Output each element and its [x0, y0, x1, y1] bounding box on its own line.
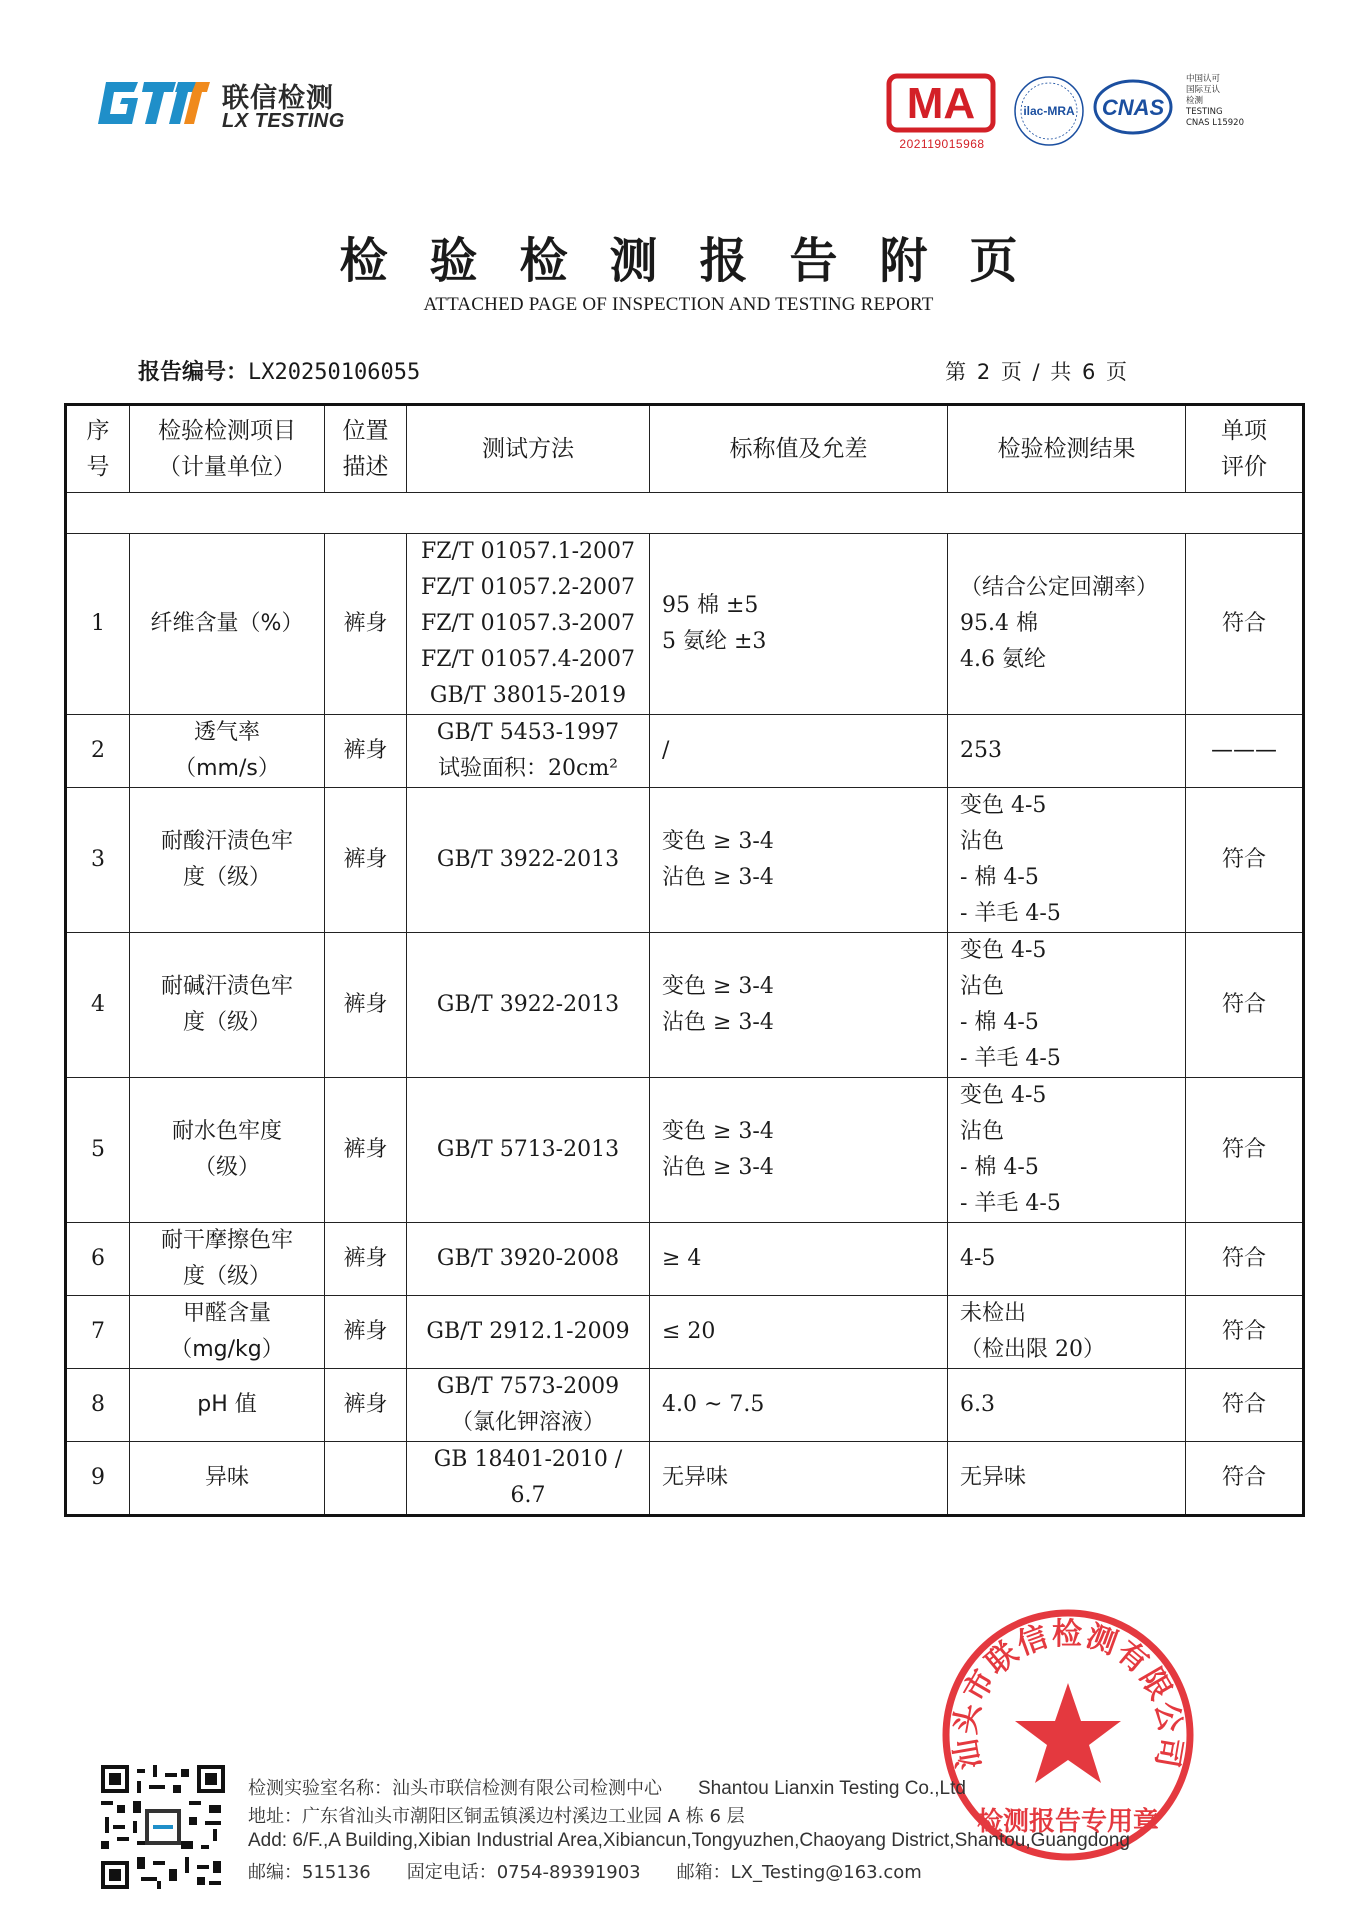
qr-code-icon [101, 1765, 225, 1889]
results-table [64, 403, 1305, 1517]
cell-no: 6 [66, 1223, 130, 1296]
header-no: 序 号 [66, 405, 130, 493]
cell-method: FZ/T 01057.1-2007 FZ/T 01057.2-2007 FZ/T 01057.3-2007 FZ/T 01057.4-2007 GB/T 38015-2019 [407, 534, 650, 715]
cell-evaluation: 符合 [1186, 933, 1304, 1078]
official-seal-icon [938, 1605, 1198, 1865]
table-row [66, 1223, 1304, 1296]
footer-email[interactable]: 邮箱：LX_Testing@163.com [676, 1862, 922, 1883]
cell-result: 253 [948, 715, 1186, 788]
footer-lab-name-cn: 汕头市联信检测有限公司检测中心 [392, 1778, 662, 1799]
cnas-accreditation-text: 中国认可 国际互认 检测 TESTING CNAS L15920 [1186, 74, 1244, 128]
table-header-row [66, 405, 1304, 493]
logo-brand-en: LX TESTING [222, 110, 345, 132]
cell-evaluation: 符合 [1186, 788, 1304, 933]
cell-nominal: ≤ 20 [650, 1296, 948, 1369]
cell-evaluation: 符合 [1186, 1369, 1304, 1442]
cell-item: 耐碱汗渍色牢 度（级） [130, 933, 325, 1078]
cell-position: 裤身 [325, 1296, 407, 1369]
cell-result: 6.3 [948, 1369, 1186, 1442]
cnas-icon [1093, 78, 1173, 136]
cell-position: 裤身 [325, 534, 407, 715]
cell-no: 3 [66, 788, 130, 933]
cell-method: GB/T 7573-2009 （氯化钾溶液） [407, 1369, 650, 1442]
ilac-label: ilac-MRA [1023, 104, 1075, 118]
footer-address-en: Add: 6/F.,A Building,Xibian Industrial Area,Xibiancun,Tongyuzhen,Chaoyang District,Shantou,Guangdong [248, 1830, 1130, 1851]
cell-method: GB/T 5713-2013 [407, 1078, 650, 1223]
cell-method: GB/T 5453-1997 试验面积：20cm² [407, 715, 650, 788]
cell-nominal: 变色 ≥ 3-4 沾色 ≥ 3-4 [650, 788, 948, 933]
logo-brand-cn: 联信检测 [222, 83, 334, 114]
cell-result: 变色 4-5 沾色 - 棉 4-5 - 羊毛 4-5 [948, 1078, 1186, 1223]
cell-position: 裤身 [325, 715, 407, 788]
page-title: 检验检测报告附页 [339, 233, 1060, 289]
cell-position [325, 1442, 407, 1516]
ilac-mra-icon [1012, 74, 1086, 148]
cell-method: GB/T 3920-2008 [407, 1223, 650, 1296]
cell-item: 耐酸汗渍色牢 度（级） [130, 788, 325, 933]
cell-position: 裤身 [325, 788, 407, 933]
ma-certification-icon [886, 73, 996, 133]
table-row [66, 534, 1304, 715]
cell-result: 无异味 [948, 1442, 1186, 1516]
table-row [66, 788, 1304, 933]
cell-method: GB/T 3922-2013 [407, 788, 650, 933]
report-number-label: 报告编号： [138, 360, 249, 385]
cell-item: 透气率 （mm/s） [130, 715, 325, 788]
footer-address-label: 地址： [248, 1806, 302, 1827]
cell-item: 纤维含量（%） [130, 534, 325, 715]
cell-evaluation: 符合 [1186, 534, 1304, 715]
header-method: 测试方法 [407, 405, 650, 493]
cell-no: 7 [66, 1296, 130, 1369]
cell-no: 5 [66, 1078, 130, 1223]
footer-lab-name [248, 1774, 1002, 1800]
cell-result: 4-5 [948, 1223, 1186, 1296]
cell-no: 4 [66, 933, 130, 1078]
cell-result: 变色 4-5 沾色 - 棉 4-5 - 羊毛 4-5 [948, 788, 1186, 933]
cell-result: 未检出 （检出限 20） [948, 1296, 1186, 1369]
ma-number: 202119015968 [899, 137, 985, 151]
report-number-value: LX20250106055 [248, 360, 421, 385]
cell-evaluation: 符合 [1186, 1296, 1304, 1369]
cell-position: 裤身 [325, 933, 407, 1078]
table-row [66, 1296, 1304, 1369]
cell-nominal: 变色 ≥ 3-4 沾色 ≥ 3-4 [650, 1078, 948, 1223]
cell-item: 异味 [130, 1442, 325, 1516]
footer-address-cn [248, 1802, 781, 1828]
header-position: 位置 描述 [325, 405, 407, 493]
footer-phone: 固定电话：0754-89391903 [406, 1862, 641, 1883]
cell-no: 9 [66, 1442, 130, 1516]
ma-label: MA [906, 79, 976, 128]
cell-nominal: 变色 ≥ 3-4 沾色 ≥ 3-4 [650, 933, 948, 1078]
cell-nominal: 无异味 [650, 1442, 948, 1516]
cell-method: GB/T 3922-2013 [407, 933, 650, 1078]
header-evaluation: 单项 评价 [1186, 405, 1304, 493]
cell-evaluation: 符合 [1186, 1078, 1304, 1223]
cell-nominal: ≥ 4 [650, 1223, 948, 1296]
footer-address-cn-value: 广东省汕头市潮阳区铜盂镇溪边村溪边工业园 A 栋 6 层 [302, 1806, 745, 1827]
page-indicator: 第 2 页 / 共 6 页 [945, 360, 1127, 384]
cell-no: 1 [66, 534, 130, 715]
cell-item: 耐水色牢度 （级） [130, 1078, 325, 1223]
seal-purpose-text: 检测报告专用章 [976, 1807, 1160, 1837]
cell-no: 2 [66, 715, 130, 788]
cnas-label: CNAS [1101, 95, 1165, 120]
cell-method: GB/T 2912.1-2009 [407, 1296, 650, 1369]
table-spacer-row [66, 493, 1304, 534]
header-nominal: 标称值及允差 [650, 405, 948, 493]
cell-nominal: 4.0 ~ 7.5 [650, 1369, 948, 1442]
cell-no: 8 [66, 1369, 130, 1442]
cell-position: 裤身 [325, 1223, 407, 1296]
header-result: 检验检测结果 [948, 405, 1186, 493]
cell-item: pH 值 [130, 1369, 325, 1442]
cell-result: 变色 4-5 沾色 - 棉 4-5 - 羊毛 4-5 [948, 933, 1186, 1078]
seal-org-text: 汕头市联信检测有限公司 [948, 1616, 1188, 1772]
cell-evaluation: ——— [1186, 715, 1304, 788]
table-row [66, 1078, 1304, 1223]
header-item: 检验检测项目 （计量单位） [130, 405, 325, 493]
footer-lab-name-en: Shantou Lianxin Testing Co.,Ltd [698, 1778, 966, 1799]
cell-evaluation: 符合 [1186, 1442, 1304, 1516]
report-number [138, 355, 420, 386]
cell-evaluation: 符合 [1186, 1223, 1304, 1296]
cell-method: GB 18401-2010 / 6.7 [407, 1442, 650, 1516]
cell-position: 裤身 [325, 1078, 407, 1223]
cell-position: 裤身 [325, 1369, 407, 1442]
footer-postcode: 邮编：515136 [248, 1862, 371, 1883]
footer-lab-name-label: 检测实验室名称： [248, 1778, 392, 1799]
table-row [66, 1442, 1304, 1516]
table-row [66, 1369, 1304, 1442]
cell-nominal: / [650, 715, 948, 788]
table-row [66, 933, 1304, 1078]
table-row [66, 715, 1304, 788]
cell-item: 甲醛含量 （mg/kg） [130, 1296, 325, 1369]
lx-testing-logo-icon [92, 76, 220, 130]
cell-item: 耐干摩擦色牢 度（级） [130, 1223, 325, 1296]
cell-nominal: 95 棉 ±5 5 氨纶 ±3 [650, 534, 948, 715]
footer-contact [248, 1858, 958, 1884]
page-subtitle: ATTACHED PAGE OF INSPECTION AND TESTING REPORT [423, 294, 934, 315]
cell-result: （结合公定回潮率） 95.4 棉 4.6 氨纶 [948, 534, 1186, 715]
